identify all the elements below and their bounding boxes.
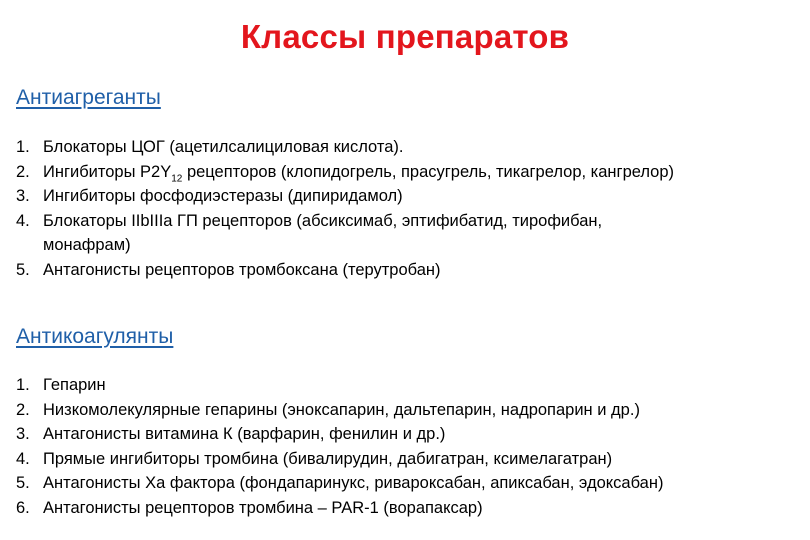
item-number: 5. bbox=[16, 260, 30, 279]
section-heading-antiaggregants: Антиагреганты bbox=[16, 86, 161, 109]
item-number: 3. bbox=[16, 187, 30, 205]
item-number: 6. bbox=[16, 498, 30, 517]
list-item bbox=[16, 496, 663, 521]
list-item bbox=[16, 160, 674, 185]
anticoagulants-list bbox=[16, 373, 663, 520]
list-item bbox=[16, 447, 663, 472]
item-number: 4. bbox=[16, 449, 30, 468]
item-number: 2. bbox=[16, 162, 30, 181]
item-text-before: Ингибиторы P2Y bbox=[43, 162, 172, 181]
list-item bbox=[16, 184, 674, 209]
item-number: 4. bbox=[16, 211, 30, 230]
list-item bbox=[16, 471, 663, 496]
item-text: Блокаторы ЦОГ (ацетилсалициловая кислота). bbox=[43, 138, 404, 156]
list-item bbox=[16, 422, 663, 447]
item-text: Антагонисты Ха фактора (фондапаринукс, ривароксабан, апиксабан, эдоксабан) bbox=[43, 474, 664, 492]
item-text: Низкомолекулярные гепарины (эноксапарин, дальтепарин, надропарин и др.) bbox=[43, 400, 640, 419]
item-number: 1. bbox=[16, 138, 30, 156]
item-text: Ингибиторы фосфодиэстеразы (дипиридамол) bbox=[43, 187, 403, 205]
list-item bbox=[16, 258, 674, 283]
list-item bbox=[16, 398, 663, 423]
item-number: 5. bbox=[16, 474, 30, 492]
item-text bbox=[43, 209, 602, 258]
item-subscript: 12 bbox=[171, 172, 183, 184]
list-item bbox=[16, 135, 674, 160]
item-number: 2. bbox=[16, 400, 30, 419]
item-text: Антагонисты витамина К (варфарин, фенилин и др.) bbox=[43, 425, 446, 443]
item-text-line: Блокаторы IIbIIIa ГП рецепторов (абсиксимаб, эптифибатид, тирофибан, bbox=[43, 211, 603, 230]
item-text: Гепарин bbox=[43, 376, 106, 394]
list-item bbox=[16, 373, 663, 398]
item-text: Прямые ингибиторы тромбина (бивалирудин, дабигатран, ксимелагатран) bbox=[43, 449, 613, 468]
item-text: Антагонисты рецепторов тромбина – PAR-1 (ворапаксар) bbox=[43, 498, 483, 517]
antiaggregants-list bbox=[16, 135, 674, 282]
item-text-continuation: монафрам) bbox=[43, 236, 131, 254]
item-text-after: рецепторов (клопидогрель, прасугрель, тикагрелор, кангрелор) bbox=[182, 162, 675, 181]
slide-title: Классы препаратов bbox=[240, 18, 570, 55]
section-heading-anticoagulants: Антикоагулянты bbox=[16, 325, 174, 348]
item-text: Антагонисты рецепторов тромбоксана (терутробан) bbox=[43, 260, 441, 279]
item-number: 3. bbox=[16, 425, 30, 443]
list-item bbox=[16, 209, 674, 258]
item-text bbox=[43, 160, 674, 185]
item-number: 1. bbox=[16, 376, 30, 394]
